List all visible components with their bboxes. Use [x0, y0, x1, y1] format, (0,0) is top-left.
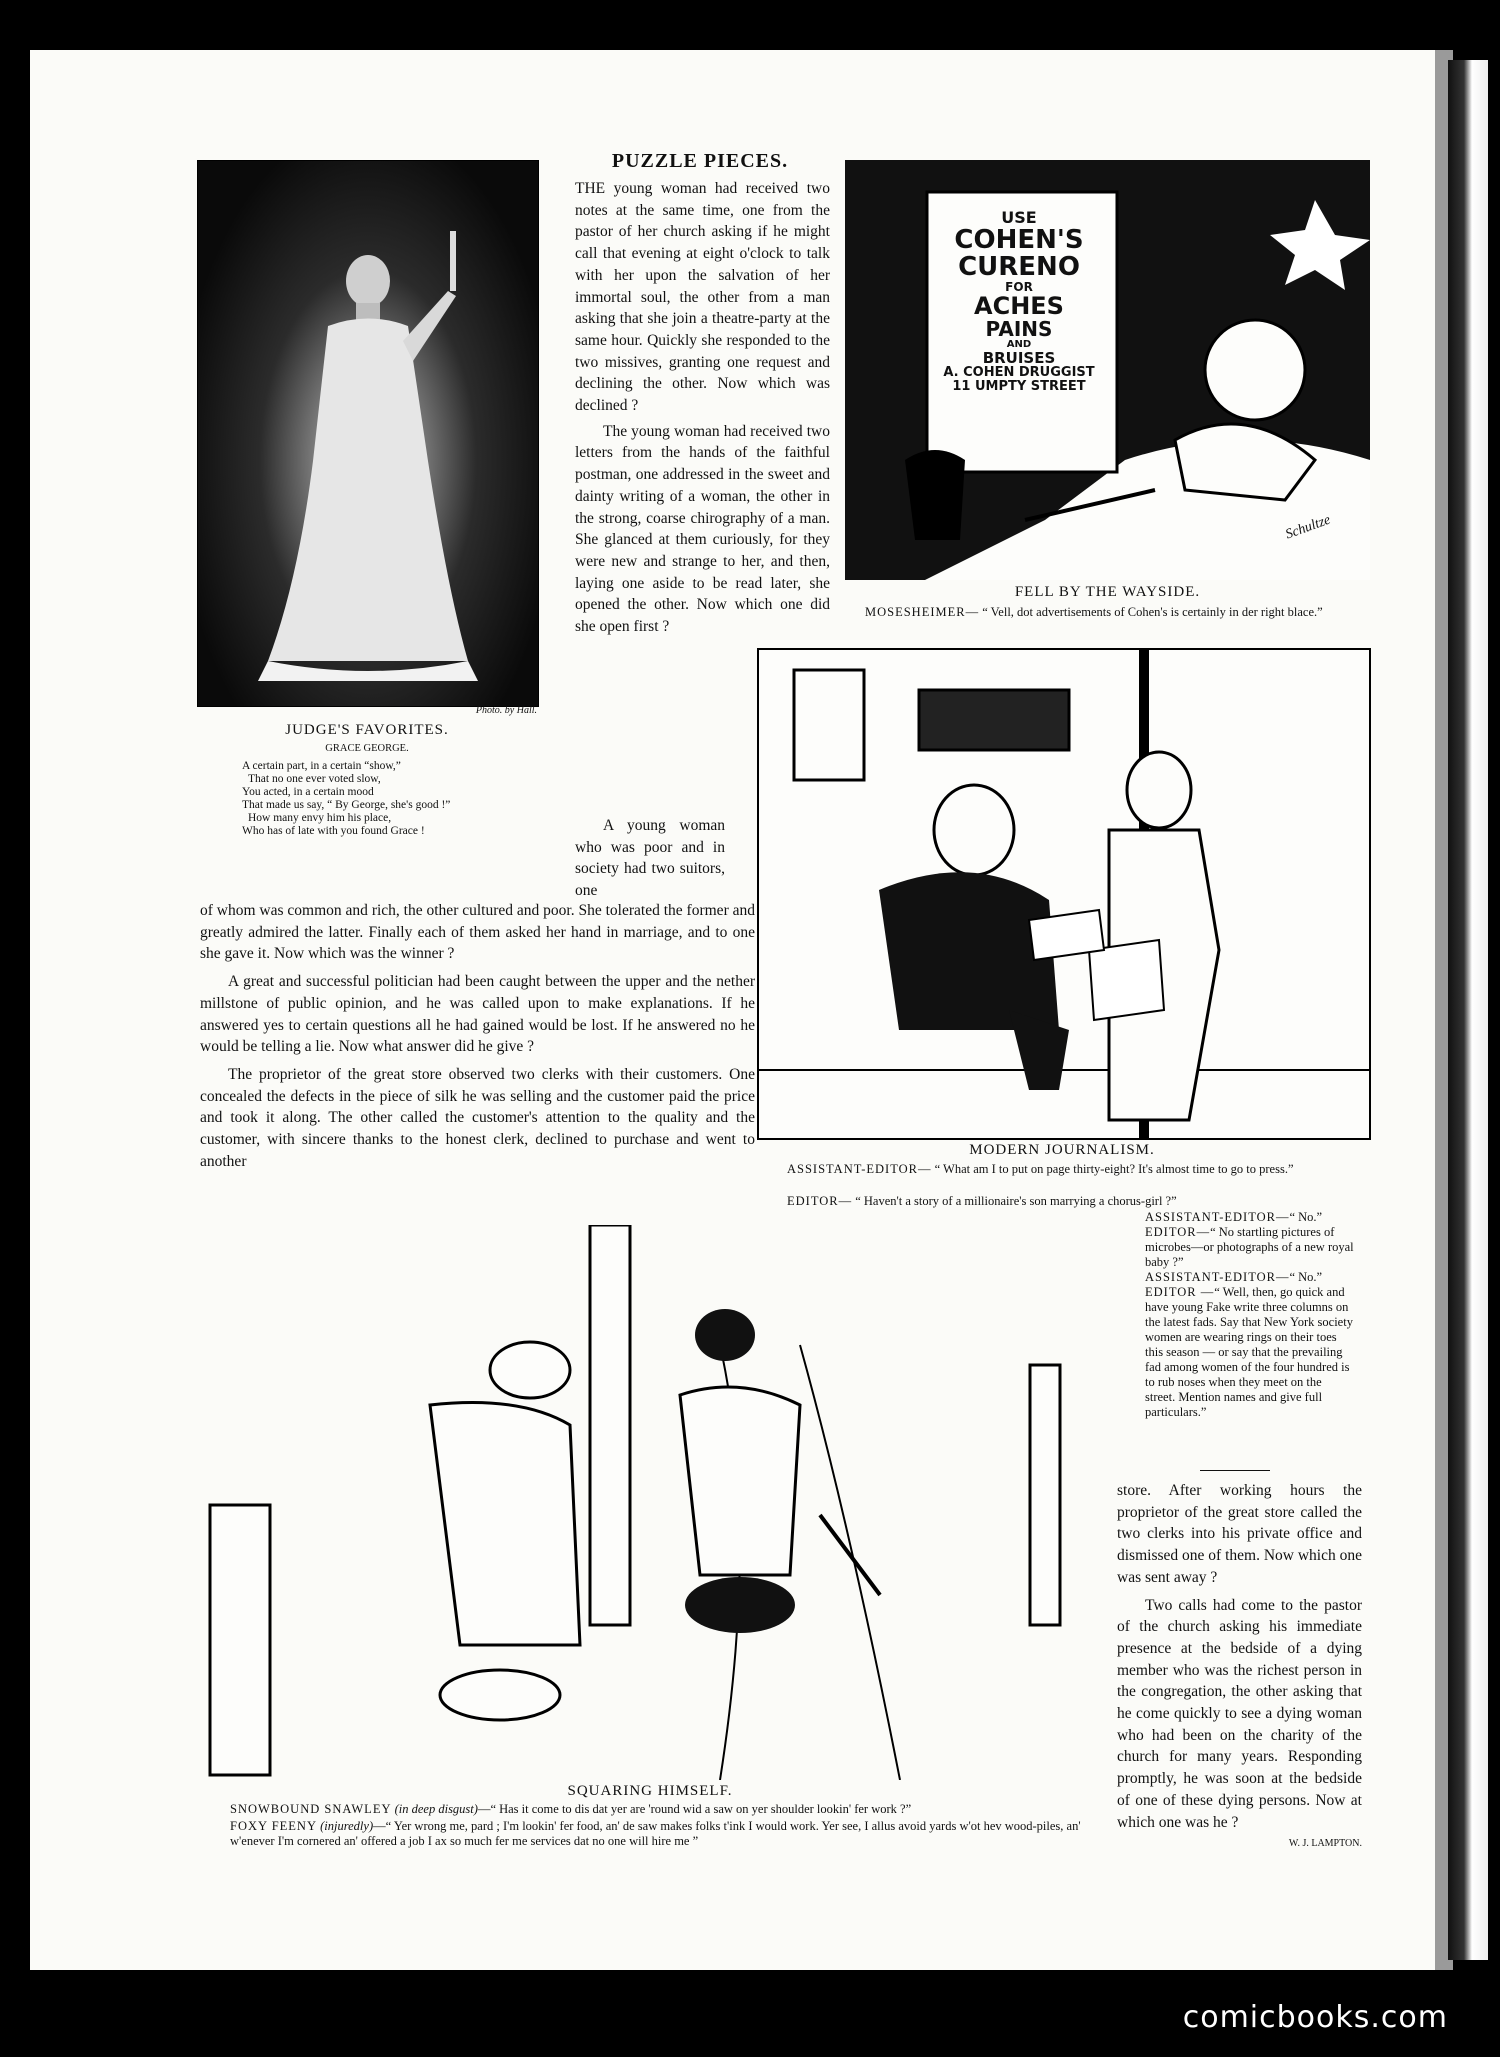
caption-text: “ What am I to put on page thirty-eight? It's almost time to go to press.”	[934, 1162, 1294, 1176]
puzzle-continued-column	[1117, 1480, 1362, 1855]
photo-subject: GRACE GEORGE.	[325, 743, 409, 754]
cartoon3-title: SQUARING HIMSELF.	[567, 1783, 733, 1799]
puzzle-paragraph: Two calls had come to the pastor of the church asking his immediate presence at the bedside of a dying member who was the richest person in the congregation, the other asking that he come quickly to see a dying woman who had been on the charity of the church for many years. Responding promptly, he was soon at the bedside of one of these dying persons. Now at which one was he ?	[1117, 1596, 1362, 1831]
sign-line: FOR	[1005, 280, 1033, 295]
puzzle-paragraph-narrow	[575, 815, 725, 902]
photo-poem	[242, 760, 542, 838]
squaring-himself-cartoon	[200, 1225, 1100, 1780]
caption-text: “ Well, then, go quick and have young Fake write three columns on the latest fads. Say that New York society women are wearing rings on their toes this season — or say that the prevailing fad among women of the four hundred is to rub noses when they meet on the street. Mention names and give full particulars.”	[1145, 1285, 1353, 1419]
poem-line: That made us say, “ By George, she's good !”	[242, 799, 451, 811]
caption-line	[200, 1819, 1100, 1849]
caption-aside: (in deep disgust)	[394, 1802, 478, 1816]
sign-line: PAINS	[985, 317, 1053, 342]
puzzle-paragraph: store. After working hours the proprietor of the great store called the two clerks into his private office and dismissed one of them. Now which one was sent away ?	[1117, 1482, 1362, 1586]
puzzle-paragraph: The young woman had received two letters from the hands of the faithful postman, one addressed in the sweet and dainty writing of a woman, the other in the strong, coarse chirography of a man. She glanced at them curiously, for they were new and strange to her, and then, laying one aside to be read later, she opened the other. Now which one did she open first ?	[575, 422, 830, 636]
sign-line: CURENO	[958, 252, 1080, 283]
site-watermark: comicbooks.com	[1182, 2000, 1448, 2035]
poem-line: That no one ever voted slow,	[248, 773, 381, 785]
poem-line: How many envy him his place,	[248, 812, 392, 824]
puzzle-paragraph: The proprietor of the great store observed two clerks with their customers. One concealed the defects in the piece of silk he was selling and the customer paid the price and took it along. The other called the customer's attention to the quality and the customer, with sincere thanks to the honest clerk, declined to purchase and went to another	[200, 1065, 755, 1170]
puzzle-paragraph: of whom was common and rich, the other cultured and poor. She tolerated the former and greatly admired the latter. Finally each of them asked her hand in marriage, and to one she gave it. Now which was the winner ?	[200, 902, 755, 963]
puzzle-paragraph: A young woman who was poor and in society had two suitors, one	[575, 817, 725, 900]
caption-text: —“ Has it come to dis dat yer are 'round wid a saw on yer shoulder lookin' fer work ?”	[477, 1802, 912, 1816]
magazine-page	[30, 50, 1453, 1970]
caption-text: “ No.”	[1289, 1210, 1323, 1224]
cartoon2-caption-line1	[757, 1162, 1362, 1177]
sign-line: COHEN'S	[954, 224, 1084, 255]
author-credit: W. J. LAMPTON.	[1288, 1838, 1362, 1850]
puzzle-wide-column	[200, 900, 755, 1172]
poem-line: A certain part, in a certain “show,”	[242, 760, 401, 772]
puzzle-title: PUZZLE PIECES.	[611, 150, 789, 172]
caption-text: —“ Yer wrong me, pard ; I'm lookin' fer food, an' de saw makes folks t'ink I would work. Yer see, I allus avoid yards w'ot hev wood-piles, an' w'enever I'm cornered an' offered a job I ax so much fer me services dat no one will hire me ”	[230, 1819, 1081, 1848]
puzzle-paragraph: THE young woman had received two notes at the same time, one from the pastor of her church asking if he might call that evening at eight o'clock to talk with her upon the salvation of her immortal soul, the other from a man asking that she join a theatre-party at the same hour. Quickly she responded to the two missives, granting one request and declining the other. Now which was declined ?	[575, 180, 830, 415]
poem-line: Who has of late with you found Grace !	[242, 825, 425, 837]
cartoon1-title: FELL BY THE WAYSIDE.	[1014, 584, 1201, 600]
cartoon2-title: MODERN JOURNALISM.	[969, 1142, 1155, 1158]
caption-text: “ Vell, dot advertisements of Cohen's is certainly in der right blace.”	[982, 605, 1323, 619]
photo-credit: Photo. by Hall.	[475, 705, 537, 716]
book-spine	[1448, 60, 1488, 1960]
artist-signature: Schultze	[1283, 512, 1333, 543]
caption-text: “ Haven't a story of a millionaire's son marrying a chorus-girl ?”	[855, 1194, 1177, 1208]
sign-line: AND	[1006, 339, 1032, 351]
caption-speaker: ASSISTANT-EDITOR—	[1145, 1210, 1290, 1224]
sign-line: USE	[1001, 208, 1037, 227]
poem-line: You acted, in a certain mood	[242, 786, 374, 798]
modern-journalism-cartoon	[757, 648, 1371, 1140]
editors-office-illustration	[759, 650, 1369, 1138]
caption-text: “ No startling pictures of microbes—or photographs of a new royal baby ?”	[1145, 1225, 1354, 1269]
caption-aside: (injuredly)	[320, 1819, 374, 1833]
cartoon3-caption	[200, 1802, 1100, 1849]
grace-george-photo	[197, 160, 539, 707]
cartoon2-caption-continued	[1115, 1210, 1355, 1420]
puzzle-column	[575, 178, 830, 638]
cartoon1-caption	[865, 605, 1365, 620]
sign-line: A. COHEN DRUGGIST	[943, 365, 1095, 381]
sign-line: ACHES	[974, 291, 1064, 320]
caption-text: “ No.”	[1289, 1270, 1323, 1284]
puzzle-paragraph: A great and successful politician had been caught between the upper and the nether millstone of public opinion, and he was called upon to make explanations. If he answered yes to certain questions all he had gained would be lost. If he answered no he would be telling a lie. Now what answer did he give ?	[200, 973, 755, 1056]
woman-figure-illustration	[198, 161, 538, 706]
section-divider	[1200, 1470, 1270, 1471]
caption-speaker: EDITOR —	[1145, 1285, 1215, 1299]
caption-speaker: SNOWBOUND SNAWLEY	[230, 1802, 392, 1816]
two-tramps-illustration	[200, 1225, 1100, 1780]
caption-speaker: FOXY FEENY	[230, 1819, 317, 1833]
cartoon2-caption-line2	[787, 1194, 1357, 1209]
caption-speaker: EDITOR—	[787, 1194, 853, 1208]
caption-speaker: EDITOR—	[1145, 1225, 1211, 1239]
caption-speaker: MOSESHEIMER—	[865, 605, 980, 619]
sign-line: BRUISES	[982, 348, 1056, 367]
sign-line: 11 UMPTY STREET	[952, 379, 1086, 395]
photo-title: JUDGE'S FAVORITES.	[285, 722, 449, 738]
caption-speaker: ASSISTANT-EDITOR—	[1145, 1270, 1290, 1284]
caption-speaker: ASSISTANT-EDITOR—	[787, 1162, 932, 1176]
cureno-sign	[929, 210, 1109, 394]
caption-line	[200, 1802, 1100, 1817]
